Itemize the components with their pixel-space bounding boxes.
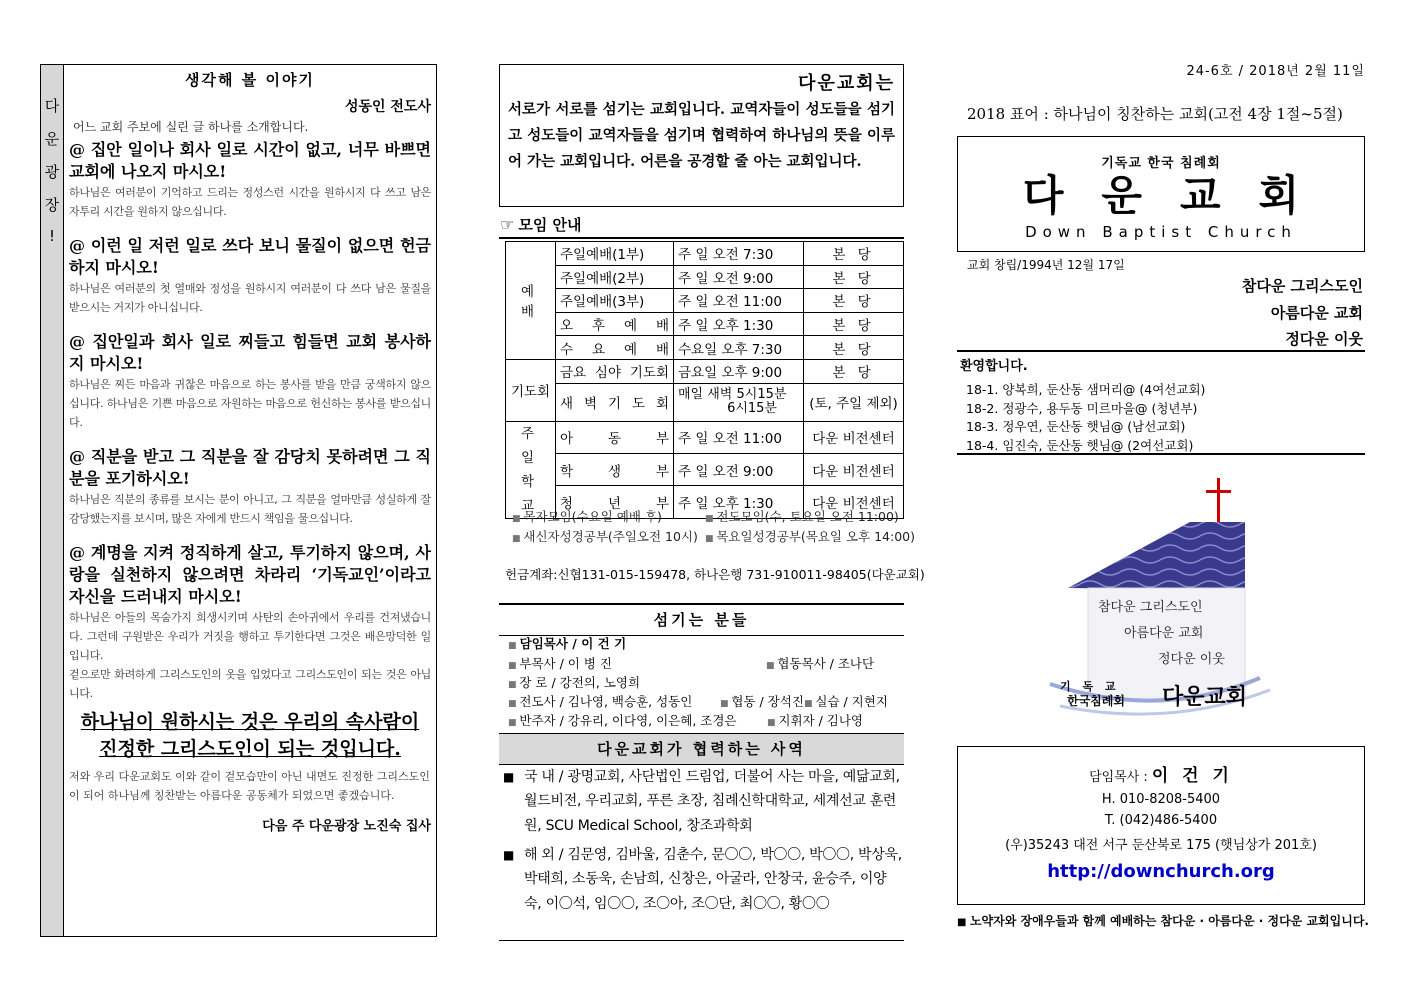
item-body: 하나님은 여러분이 기억하고 드리는 정성스런 시간을 원하시지 다 쓰고 남은 자투리 시간을 원하지 않으십니다.: [69, 186, 431, 218]
sidebar-title: [41, 65, 64, 936]
item-body: 하나님은 찌든 마음과 귀찮은 마음으로 하는 봉사를 받을 만큼 궁색하지 않으십니다. 하나님은 기쁜 마음으로 자원하는 마음으로 헌신하는 봉사를 받으십니다.: [69, 378, 431, 429]
server-conductor: ■ 지휘자 / 김나영: [767, 711, 863, 729]
meeting-note: ■ 새신자성경공부(주일오전 10시): [512, 527, 698, 545]
meetings-heading-text: 모임 안내: [518, 216, 582, 234]
meeting-note: ■ 전도모임(수, 토요일 오전 11:00): [705, 507, 899, 525]
item-body: 하나님은 직분의 종류를 보시는 분이 아니고, 그 직분을 얼마만큼 성실하게 잘 감당했는지를 보시며, 많은 자에게 반드시 책임을 물으십니다.: [69, 493, 431, 525]
meeting-time-line: 6시15분: [727, 401, 777, 417]
welcome-title: 환영합니다.: [960, 359, 1028, 374]
vision-line: 아름다운 교회: [1270, 304, 1363, 322]
pastor-label: 담임목사 :: [1089, 770, 1148, 785]
bullet-icon: ■: [503, 770, 515, 784]
divider: [499, 940, 904, 941]
item-heading: @ 이런 일 저런 일로 쓰다 보니 물질이 없으면 헌금하지 마시오!: [69, 236, 431, 277]
meeting-place: 다운 비전센터: [804, 453, 904, 485]
divider: [957, 350, 1365, 352]
founded-date: 교회 창립/1994년 12월 17일: [967, 258, 1125, 272]
denomination: 기독교 한국 침례회: [1101, 156, 1221, 171]
conclusion: [69, 709, 431, 763]
logo-text: 참다운 그리스도인: [1098, 600, 1203, 615]
meeting-place: 본 당: [804, 265, 904, 289]
meeting-time: 주 일 오전 9:00: [674, 265, 804, 289]
meeting-place: 본 당: [804, 336, 904, 360]
welcome-item: 18-2. 정광수, 용두동 미르마을@ (청년부): [966, 401, 1198, 416]
pastor-name: 이 건 기: [1151, 766, 1233, 786]
item-heading: @ 직분을 받고 그 직분을 잘 감당치 못하려면 그 직분을 포기하시오!: [69, 447, 431, 488]
side-char: !: [48, 227, 55, 245]
divider: [499, 237, 904, 239]
meeting-time: 수요일 오후 7:30: [674, 336, 804, 360]
servers-heading: 섬기는 분들: [499, 603, 904, 636]
meeting-name: 주일예배(1부): [556, 242, 674, 266]
meeting-place: 다운 비전센터: [804, 421, 904, 453]
meeting-time: 주 일 오전 11:00: [674, 289, 804, 313]
category-line: 학 교: [520, 473, 541, 514]
left-column-box: [40, 64, 437, 937]
meeting-name: 주일예배(2부): [556, 265, 674, 289]
conclusion-line: 하나님이 원하시는 것은 우리의 속사람이: [80, 711, 420, 733]
website-link[interactable]: http://downchurch.org: [1047, 861, 1275, 882]
table-row: [506, 242, 904, 266]
side-char: 운: [44, 130, 60, 148]
meeting-name: 수 요 예 배: [556, 336, 674, 360]
table-row: [506, 336, 904, 360]
church-logo: [1040, 470, 1300, 730]
missions-overseas-text: 해 외 / 김문영, 김바울, 김춘수, 문〇〇, 박〇〇, 박〇〇, 박상욱, 박태희, 소동욱, 손남희, 신창은, 아굴라, 안창국, 윤승주, 이양숙, 이〇석, 임〇〇, 조〇아, 조〇단, 최〇〇, 황〇〇: [524, 847, 902, 912]
meeting-name: 아 동 부: [556, 421, 674, 453]
meeting-place: 다운 비전센터: [804, 486, 904, 518]
church-name-english: Down Baptist Church: [1025, 223, 1297, 241]
meeting-place: 본 당: [804, 312, 904, 336]
meeting-name: 청 년 부: [556, 486, 674, 518]
category-line: 주 일: [520, 425, 541, 466]
church-name: 다운교회: [1022, 171, 1338, 220]
meeting-schedule-table: [505, 241, 904, 519]
mission-statement-box: [499, 64, 904, 207]
item-body: 하나님은 여러분의 첫 열매와 정성을 원하시지 여러분이 다 쓰다 남은 물질을 받으시는 거지가 아니십니다.: [69, 282, 431, 314]
meeting-name: 오 후 예 배: [556, 312, 674, 336]
footer-note: ■ 노약자와 장애우들과 함께 예배하는 참다운 · 아름다운 · 정다운 교회입니다.: [957, 912, 1369, 929]
closing-text: 저와 우리 다운교회도 이와 같이 겉모습만이 아닌 내면도 진정한 그리스도인이 되어 하나님께 칭찬받는 아름다운 공동체가 되었으면 좋겠습니다.: [69, 770, 430, 802]
vision-line: 정다운 이웃: [1285, 330, 1363, 348]
welcome-item: 18-1. 양복희, 둔산동 샘머리@ (4여선교회): [966, 382, 1206, 397]
missions-domestic: [503, 765, 903, 838]
table-row: [506, 312, 904, 336]
meeting-place: 본 당: [804, 289, 904, 313]
logo-caption: 한국침례회: [1067, 694, 1125, 708]
item-heading: @ 집안일과 회사 일로 찌들고 힘들면 교회 봉사하지 마시오!: [69, 332, 431, 373]
meetings-heading: [500, 214, 582, 235]
meeting-place: 본 당: [804, 242, 904, 266]
server-associate: ■ 부목사 / 이 병 진: [508, 654, 612, 672]
meeting-time: 주 일 오전 7:30: [674, 242, 804, 266]
meeting-note: ■ 목요일성경공부(목요일 오후 14:00): [705, 527, 915, 545]
meeting-time: 주 일 오후 1:30: [674, 312, 804, 336]
side-char: 장: [44, 196, 60, 214]
meeting-time: 주 일 오전 9:00: [674, 453, 804, 485]
item-body: 겉으로만 화려하게 그리스도인의 옷을 입었다고 그리스도인이 되는 것은 아닙니다.: [69, 668, 431, 700]
church-name-box: [957, 136, 1365, 252]
vision-line: 참다운 그리스도인: [1241, 277, 1363, 295]
address: (우)35243 대전 서구 둔산북로 175 (햇님상가 201호): [1005, 838, 1317, 853]
mission-body: 서로가 서로를 섬기는 교회입니다. 교역자들이 성도들을 섬기고 성도들이 교역자들을 섬기며 협력하여 하나님의 뜻을 이루어 가는 교회입니다. 어른을 공경할 줄 아는 교회입니다.: [508, 101, 895, 170]
column-intro: 어느 교회 주보에 실린 글 하나를 소개합니다.: [73, 120, 309, 134]
meeting-place: 본 당: [804, 359, 904, 383]
server-senior-pastor: ■ 담임목사 / 이 건 기: [508, 634, 626, 652]
mobile-phone: H. 010-8208-5400: [1101, 792, 1221, 807]
table-row: [506, 383, 904, 421]
offering-account: 헌금계좌:신협131-015-159478, 하나은행 731-910011-98405(다운교회): [505, 567, 925, 582]
server-elders: ■ 장 로 / 강전의, 노영희: [508, 673, 640, 691]
meeting-time: [674, 383, 804, 421]
side-char: 광: [44, 163, 60, 181]
pointing-hand-icon: ☞: [500, 215, 515, 234]
telephone: T. (042)486-5400: [1104, 813, 1218, 828]
logo-text: 아름다운 교회: [1124, 626, 1204, 641]
meeting-place: (토, 주일 제외): [804, 383, 904, 421]
item-body: 하나님은 아들의 목숨가지 희생시키며 사탄의 손아귀에서 우리를 건져냈습니다. 그런데 구원받은 우리가 거짓을 행하고 투기한다면 그것은 배은망덕한 일입니다.: [69, 611, 431, 662]
table-row: [506, 289, 904, 313]
pastor-line: [958, 761, 1364, 786]
table-row: [506, 453, 904, 485]
table-row: [506, 359, 904, 383]
missions-domestic-text: 국 내 / 광명교회, 사단법인 드림업, 더불어 사는 마을, 예닮교회, 월드비전, 우리교회, 푸른 초장, 침례신학대학교, 세계선교 훈련원, SCU Medical School, 창조과학회: [524, 769, 900, 834]
meeting-name: 금요 심야 기도회: [556, 359, 674, 383]
year-motto: 2018 표어 : 하나님이 칭찬하는 교회(고전 4장 1절~5절): [967, 105, 1343, 123]
server-coop: ■ 협동목사 / 조나단: [766, 654, 874, 672]
column-content: [69, 65, 431, 936]
column-title: 생각해 볼 이야기: [185, 71, 315, 89]
meeting-time-line: 매일 새벽 5시15분: [678, 387, 787, 403]
server-practice: ■ 실습 / 지현지: [804, 692, 888, 710]
meeting-name: 학 생 부: [556, 453, 674, 485]
table-row: [506, 265, 904, 289]
meeting-time: 주 일 오전 11:00: [674, 421, 804, 453]
missions-overseas: [503, 843, 903, 916]
category-cell: 기도회: [506, 359, 556, 421]
next-week-writer: 다음 주 다운광장 노진숙 집사: [262, 819, 431, 834]
item-heading: @ 계명을 지켜 정직하게 살고, 투기하지 않으며, 사랑을 실천하지 않으려면 차라리 ‘기독교인’이라고 자신을 드러내지 마시오!: [69, 543, 431, 606]
server-accompanist: ■ 반주자 / 강유리, 이다영, 이은혜, 조경은: [508, 711, 737, 729]
server-deacon: ■ 협동 / 장석진: [720, 692, 804, 710]
welcome-item: 18-3. 정우연, 둔산동 햇님@ (남선교회): [966, 419, 1186, 434]
meeting-time: 주 일 오후 1:30: [674, 486, 804, 518]
category-cell: [506, 421, 556, 518]
item-heading: @ 집안 일이나 회사 일로 시간이 없고, 너무 바쁘면 교회에 나오지 마시오!: [69, 140, 431, 181]
logo-caption: 기 독 교: [1060, 680, 1120, 693]
meeting-name: 새 벽 기 도 회: [556, 383, 674, 421]
server-evangelists: ■ 전도사 / 김나영, 백승훈, 성동인: [508, 692, 692, 710]
logo-text: 정다운 이웃: [1158, 652, 1225, 667]
conclusion-line: 진정한 그리스도인이 되는 것입니다.: [99, 738, 401, 760]
bullet-icon: ■: [503, 848, 515, 862]
welcome-item: 18-4. 임진숙, 둔산동 햇님@ (2여선교회): [966, 438, 1194, 453]
category-cell: 예 배: [506, 242, 556, 360]
divider: [957, 453, 1365, 455]
meeting-name: 주일예배(3부): [556, 289, 674, 313]
logo-church-name: 다운교회: [1162, 685, 1248, 710]
issue-date: 24-6호 / 2018년 2월 11일: [1186, 64, 1365, 79]
meeting-time: 금요일 오후 9:00: [674, 359, 804, 383]
meeting-note: ■ 목자모임(수요일 예배 후): [512, 507, 662, 525]
mission-title: 다운교회는: [798, 73, 895, 94]
missions-heading: 다운교회가 협력하는 사역: [499, 733, 904, 765]
column-author: 성동인 전도사: [344, 99, 431, 115]
side-char: 다: [44, 97, 60, 115]
contact-box: [957, 746, 1365, 905]
table-row: [506, 421, 904, 453]
